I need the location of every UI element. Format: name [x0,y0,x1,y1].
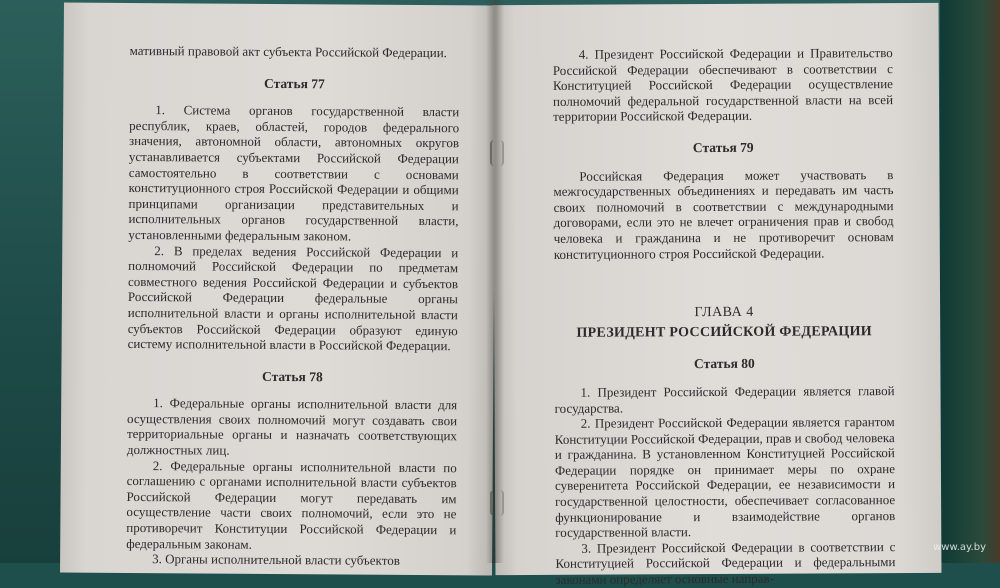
article-78-paragraph-2: 2. Федеральные органы исполнительной власти по соглашению с органами исполнительной власти субъектов Российской Федерации могут передавать им осуществление части своих полномочий, если это не противоречит Конституции Российской Федерации и федеральным законам. [126,457,457,552]
right-page-text [553,45,896,587]
chapter-label: ГЛАВА 4 [694,304,754,321]
article-77-heading: Статья 77 [264,75,325,91]
chapter-title: ПРЕЗИДЕНТ РОССИЙСКОЙ ФЕДЕРАЦИИ [576,323,873,341]
article-77-paragraph-1: 1. Система органов государственной власти республик, краев, областей, городов федерального значения, автономной области, автономных округов устанавливается субъектами Российской Федерации самостоятельно в соответствии с основами конституционного строя Российской Федерации и общими принципами организации представительных и исполнительных органов государственной власти, установленными федеральным законом. [128,102,460,244]
left-page [60,2,496,575]
book-gutter [486,0,504,563]
article-80-paragraph-3: 3. Президент Российской Федерации в соответствии с Конституцией Российской Федерации и федеральными законами определяет основные направ- [555,538,896,587]
article-80-paragraph-1: 1. Президент Российской Федерации является главой государства. [554,382,895,416]
article-79-heading: Статья 79 [692,139,754,156]
continuation-text: мативный правовой акт субъекта Российской Федерации. [129,42,448,61]
right-page [493,3,942,587]
left-page-text [126,43,460,569]
article-79-paragraph-1: Российская Федерация может участвовать в межгосударственных объединениях и передавать им часть своих полномочий в соответствии с международными договорами, если это не влечет ограничения прав и свобод человека и гражданина и не противоречит основам конституционного строя Российской Федерации. [553,166,894,262]
article-77-paragraph-2: 2. В пределах ведения Российской Федерации и полномочий Российской Федерации по предметам совместного ведения Российской Федерации и субъектов Российской Федерации федеральные органы исполнительной власти и органы исполнительной власти субъектов Российской Федерации образуют единую систему исполнительной власти в Российской Федерации. [127,242,459,354]
fabric-edge [940,0,1000,563]
article-78-heading: Статья 78 [261,368,323,385]
article-80-paragraph-2: 2. Президент Российской Федерации является гарантом Конституции Российской Федерации, прав и свобод человека и гражданина. В установленном Конституцией Российской Федерации порядке он принимает меры по охране суверенитета Российской Федерации, ее независимости и государственной целостности, обеспечивает согласованное функционирование и взаимодействие органов государственной власти. [554,414,896,541]
binding-staple-bottom [490,490,504,516]
article-78-paragraph-3: 3. Органы исполнительной власти субъектов [152,551,400,569]
article-80-heading: Статья 80 [693,356,755,372]
article-78-paragraph-4: 4. Президент Российской Федерации и Правительство Российской Федерации обеспечивают в соответствии с Конституцией Российской Федерации осуществление полномочий федеральной государственной власти на всей территории Российской Федерации. [552,45,894,125]
binding-staple-top [490,140,504,166]
article-78-paragraph-1: 1. Федеральные органы исполнительной власти для осуществления своих полномочий могут создавать свои территориальные органы и назначать соответствующих должностных лиц. [126,395,458,458]
watermark-text: www.ay.by [933,542,986,553]
